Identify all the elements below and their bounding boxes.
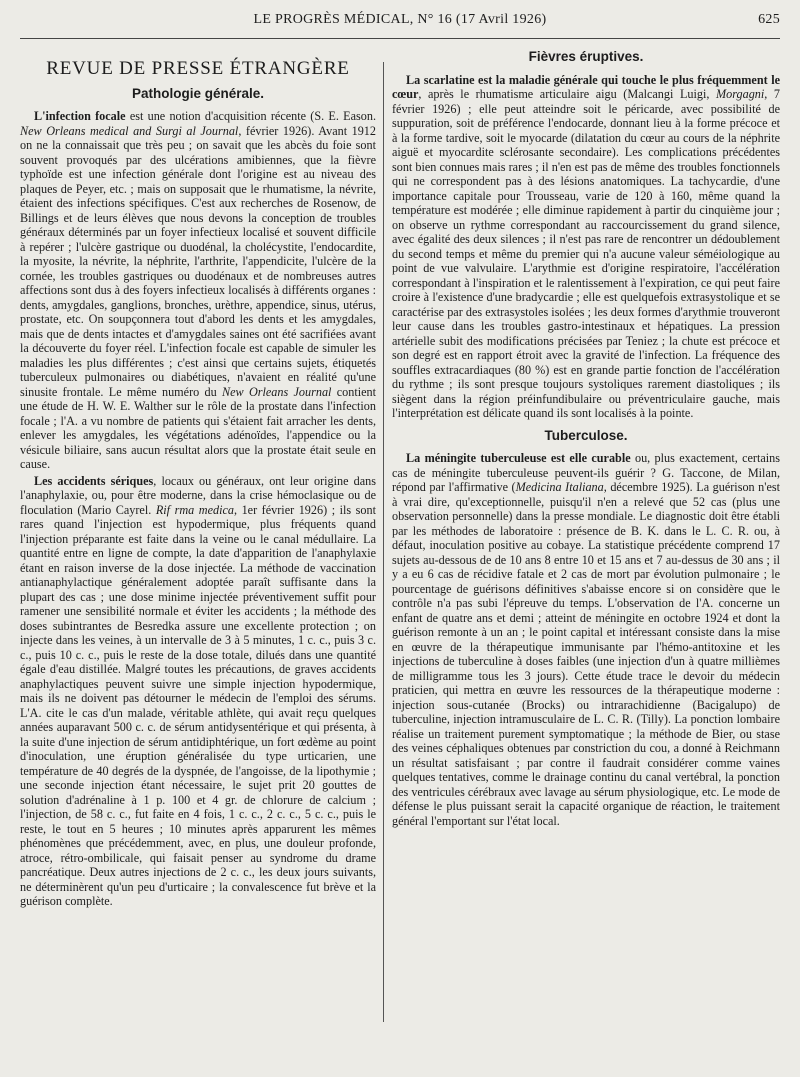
source-citation: New Orleans medical and Surgi al Journal xyxy=(20,123,239,138)
paragraph-infection-focale xyxy=(20,109,376,472)
right-column xyxy=(392,48,780,828)
text: est une notion d'acquisition récente (S. E. Eason. xyxy=(125,109,376,123)
lead-meningite: La méningite tuberculeuse est elle curable xyxy=(406,451,631,465)
text: contient une étude de H. W. E. Walther sur le rôle de la prostate dans l'infection focale ; l'A. a vu nombre de patients qui s'étaient fait arracher les dents, enlever les amygdales, les végétations adénoïdes, l'appendice ou la vésicule biliaire, sans aucun résultat alors que la prostate était seule en cause. xyxy=(20,384,377,471)
lead-scarlatine: La scarlatine est la maladie générale qui touche le plus fréquemment le cœur xyxy=(392,72,780,101)
source-citation: Medicina Italiana xyxy=(515,480,604,494)
text: , après le rhumatisme articulaire aigu (Malcangi Luigi, xyxy=(418,87,716,101)
paragraph-scarlatine xyxy=(392,73,780,421)
text: , 1er février 1926) ; ils sont rares quand l'injection est hypodermique, plus fréquents quand l'injection préparante est faite dans la veine ou le canal médullaire. La quantité entre en ligne de compte, la date d'apparition de l'anaphylaxie étant en raison inverse de la dose injectée. La méthode de vaccination antianaphylactique généralement adoptée paraît suffisante dans la plupart des cas ; une dose minime injectée préventivement suffit pour ramener une sensibilité normale et éviter les accidents ; la méthode des doses subintrantes de Besredka assure une excellente protection ; on injecte dans les veines, à un intervalle de 3 à 5 minutes, 1 c. c., puis 3 c. c., puis 10 c. c., puis le reste de la dose totale, dilués dans une quantité égale d'eau distillée. Malgré toutes les précautions, de graves accidents anaphylactiques peuvent suivre une simple injection hypodermique, mais ils ne doivent pas détourner le médecin de l'emploi des sérums. L'A. cite le cas d'un malade, véritable athlète, qui avait reçu quelques années auparavant 500 c. c. de sérum antidysentérique et qui présenta, à la suite d'une injection de sérum antidiphtérique, un fort œdème au point d'inoculation, une éruption généralisée du type urticarien, une température de 40 degrés de la dyspnée, de l'angoisse, de la lipothymie ; une seconde injection étant nécessaire, le sujet prit 20 gouttes de solution d'adrénaline à 1 p. 100 et 4 gr. de chlorure de calcium ; l'injection, de 58 c. c., fut faite en 4 fois, 1 c. c., 2 c. c., 5 c. c., puis le reste, le tout en 5 heures ; 10 minutes après apparurent les mêmes phénomènes que précédemment, avec, en plus, une douleur profonde, atroce, rétro-ombilicale, qui faisait penser au syndrome du drame pancréatique. Deux autres injections de 2 c. c., les deux jours suivants, ne déterminèrent qu'un peu d'urticaire ; la convalescence fut brève et la guérison complète. xyxy=(20,502,376,908)
text: ou, plus exactement, certains cas de méningite tuberculeuse peuvent-ils guérir ? G. Taccone, de Milan, répond par l'affirmative ( xyxy=(392,451,781,494)
page-number: 625 xyxy=(758,12,780,27)
text: , décembre 1925). La guérison n'est à vrai dire, qu'exceptionnelle, puisqu'il n'en a relevé que 52 cas (plus une observation personnelle) dans la presse mondiale. Le diagnostic doit être établi par les méthodes de laboratoire : présence de B. K. dans le L. C. R. ou, à défaut, inoculation positive au cobaye. La statistique précédente comprend 17 sujets au-dessous de de 10 ans 8 entre 10 et 15 ans et 7 au-dessus de 30 ans ; il y a eu 6 cas de récidive fatale et 2 cas de mort par évolution pulmonaire ; le pourcentage de guérisons définitives s'abaisse encore si on considère que le contrôle n'a pas subi l'épreuve du temps. L'observation de l'A. concerne un enfant de quatre ans et demi ; atteint de méningite en octobre 1924 et dont la guérison remonte à un an ; le point capital et intéressant consiste dans la mise en œuvre de la thérapeutique immunisante par l'hémo-antitoxine et les injections de tuberculine à doses faibles (une injection d'un à quatre millièmes de milligramme tous les 3 jours). Cette étude trace le devoir du médecin praticien, qui mettra en œuvre les ressources de la thérapeutique moderne : injection sous-cutanée (Brocks) ou intrarachidienne (Bacigalupo) de tuberculine, injection intramusculaire de L. C. R. (Tilly). La ponction lombaire réalise un traitement purement symptomatique ; la méthode de Bier, ou stase des veines céphaliques obtenues par constriction du cou, a donné à Reichmann un résultat satisfaisant ; par contre il faudrait considérer comme vaines quelques tentatives, comme le drainage continu du canal vertébral, la ponction des ventricules cérébraux avec lavage au sérum physiologique, etc. Le mode de défense le plus puissant serait la capacité organique de réaction, le traitement général l'emportant sur l'état local. xyxy=(392,480,780,828)
text: , locaux ou généraux, ont leur origine dans l'anaphylaxie, ou, pour être moderne, dans la crise hémoclasique ou de floculation (Mario Cayrel. xyxy=(20,473,376,517)
running-head xyxy=(20,12,780,34)
paragraph-accidents-seriques xyxy=(20,474,376,909)
journal-header: LE PROGRÈS MÉDICAL, N° 16 (17 Avril 1926) xyxy=(253,12,547,27)
text: , février 1926). Avant 1912 on ne la connaissait que très peu ; on savait que les abcès du foie sont souvent provoqués par des ulcérations amibiennes, que la fièvre typhoïde est une infection générale dont l'origine est au niveau des plaques de Peyer, etc. ; mais on supposait que le rhumatisme, la névrite, étaient des infections spécifiques. C'est aux recherches de Rosenow, de Billings et de leurs élèves que nous devons la conception de troubles généraux déterminés par un foyer infectieux localisé et souvent difficile à repérer ; l'ulcère gastrique ou duodénal, la cholécystite, l'endocardite, la myosite, la névrite, la néphrite, l'arthrite, l'appendicite, l'ulcère de la cornée, les troubles gastriques ou duodénaux et de nombreuses autres affections sont dus à des foyers infectieux localisés à différents organes : dents, amygdales, ganglions, bronches, urèthre, appendice, sinus, utérus, prostate, etc. On soupçonnera tout d'abord les dents et les amygdales, mais que de dents intactes et d'amygdales saines ont été sacrifiées avant la découverte du foyer réel. L'infection focale est capable de simuler les maladies les plus différentes ; c'est ainsi que certains sujets, étiquetés tuberculeux pulmonaires ou diabétiques, n'avaient en réalité qu'une sinusite frontale. Le même numéro du xyxy=(20,123,376,399)
source-citation: Rif rma medica xyxy=(155,502,234,517)
revue-title: REVUE DE PRESSE ÉTRANGÈRE xyxy=(46,58,350,79)
lead-accidents-seriques: Les accidents sériques xyxy=(34,473,154,488)
section-heading-fievres: Fièvres éruptives. xyxy=(528,49,644,64)
column-divider xyxy=(383,62,384,1022)
paragraph-meningite xyxy=(392,451,780,828)
source-citation: Morgagni xyxy=(715,87,765,101)
section-heading-tuberculose: Tuberculose. xyxy=(544,427,628,443)
left-column xyxy=(20,48,376,909)
text: , 7 février 1926) ; elle peut atteindre soit le péricarde, avec possibilité de suppuration, soit de préférence l'endocarde, donnant lieu à la forme précoce et à la forme tardive, soit le myocarde (dilatation du cœur au cours de la néphrite aiguë et myocardite sclérosante secondaire). Les complications précédentes sont bien connues mais rares ; il n'en est pas de même des troubles fonctionnels qui ne correspondent pas à des lésions anatomiques. La tachycardie, d'une importance capitale pour Trousseau, varie de 120 à 160, même quand la température est modérée ; elle diminue rapidement à partir du cinquième jour ; on observe un rythme correspondant au raccourcissement du grand silence, avec égalité des deux silences ; il n'est pas rare de rencontrer un dédoublement du second temps et même du premier qui n'a aucune valeur séméiologique au point de vue valvulaire. L'arythmie est d'origine respiratoire, l'accélération correspondant à l'inspiration et le ralentissement à l'expiration, ce qui peut faire croire à l'existence d'une bradycardie ; elle est quelquefois extrasystolique et se caractérise par des extrasystoles isolées ; les deux formes d'arythmie trouveront leur cause dans les troubles gastro-intestinaux et hépatiques. La pression artérielle subit des modifications précisées par Teniez ; la chute est précoce et son degré est en rapport étroit avec la gravité de l'infection. La fréquence des souffles extracardiaques (80 %) est en grande partie fonction de l'accélération du rythme ; ils sont presque toujours systoliques rarement diastoliques ; ils siègent dans la région préinfundibulaire ou préventriculaire gauche, mais l'interprétation est délicate quand ils sont localisés à la pointe. xyxy=(392,87,780,420)
source-citation: New Orleans Journal xyxy=(222,384,332,399)
lead-infection-focale: L'infection focale xyxy=(34,109,126,123)
section-heading-pathologie: Pathologie générale. xyxy=(131,85,265,101)
header-rule xyxy=(20,38,780,39)
